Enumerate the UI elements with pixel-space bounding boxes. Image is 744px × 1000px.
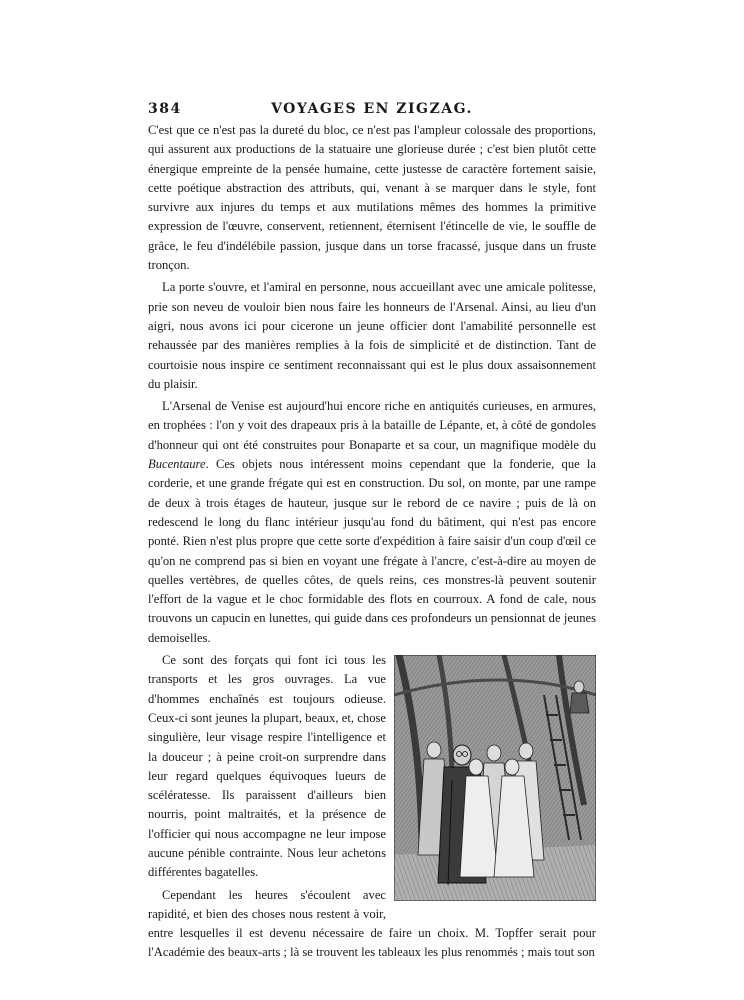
page-number: 384	[148, 101, 182, 117]
engraving-illustration	[394, 655, 596, 901]
paragraph-3	[148, 397, 596, 648]
paragraph-5: Cependant les heures s'écoulent avec rapidité, et bien des choses nous restent à voir, entre lesquelles il est devenu nécessaire de faire un choix. M. Topffer serait pour l'Académie des beaux-arts ; là se trouvent les tableaux les plus renommés ; mais tout son	[148, 887, 596, 960]
paragraph-4: Ce sont des forçats qui font ici tous les transports et les gros ouvrages. La vue d'hommes enchaînés est toujours odieuse. Ceux-ci sont jeunes la plupart, beaux, et, chose singulière, leur visage respire l'intelligence et la douceur ; à peine croit-on surprendre dans leur regard quelques équivoques lueurs de scélératesse. Ils paraissent d'ailleurs bien nourris, point maltraités, et la présence de l'officier qui nous accompagne ne leur impose aucune pénible contrainte. Nous leur achetons différentes bagatelles.	[148, 653, 386, 880]
paragraph-1: C'est que ce n'est pas la dureté du bloc, ce n'est pas l'ampleur colossale des proportions, qui assurent aux productions de la statuaire une glorieuse durée ; c'est bien plutôt cette énergique empreinte de la pensée humaine, cette justesse de caractère fortement saisie, cette poétique abstraction des attributs, qui, venant à se marquer dans le style, font survivre aux injures du temps et aux mutilations mêmes des hommes la primitive expression de l'œuvre, conservent, retiennent, éternisent l'étincelle de vie, le souffle de grâce, le feu d'indélébile passion, jusque dans un torse fracassé, jusque dans un fruste tronçon.	[148, 123, 596, 273]
paragraph-3-text-a: L'Arsenal de Venise est aujourd'hui encore riche en antiquités curieuses, en armures, en trophées : l'on y voit des drapeaux pris à la bataille de Lépante, et, à côté de gondoles d'honneur qui ont été construites pour Bonaparte et sa cour, un magnifique modèle du	[148, 399, 596, 452]
page-header	[148, 101, 596, 119]
body-text	[148, 121, 596, 966]
engraving-capuchin-with-young-ladies	[394, 655, 596, 901]
paragraph-3-text-b: . Ces objets nous intéressent moins cependant que la fonderie, que la corderie, et une grande frégate qui est en construction. Du sol, on monte, par une rampe de deux à trois étages de hauteur, jusque sur le rebord de ce navire ; puis de là on redescend le long du flanc intérieur jusqu'au fond du bâtiment, qui n'est pas encore ponté. Rien n'est plus propre que cette sorte d'expédition à faire saisir d'un coup d'œil ce qu'on ne comprend pas si bien en voyant une frégate à l'ancre, c'est-à-dire au moyen de quelles vertèbres, de quelles côtes, de quels reins, ces monstres-là peuvent soutenir l'effort de la vague et le choc formidable des flots en courroux. A fond de cale, nous trouvons un capucin en lunettes, qui guide dans ces profondeurs un pensionnat de jeunes demoiselles.	[148, 457, 596, 645]
ship-model-name: Bucentaure	[148, 457, 206, 472]
paragraph-2: La porte s'ouvre, et l'amiral en personne, nous accueillant avec une amicale politesse, prie son neveu de vouloir bien nous faire les honneurs de l'Arsenal. Ainsi, au lieu d'un aigri, nous avons ici pour cicerone un jeune officier dont l'amabilité personnelle est rehaussée par des manières remplies à la fois de simplicité et de distinction. Tant de courtoisie nous inspire ce sentiment reconnaissant qui est le plus doux assaisonnement du plaisir.	[148, 280, 596, 391]
running-title: VOYAGES EN ZIGZAG.	[271, 101, 473, 117]
